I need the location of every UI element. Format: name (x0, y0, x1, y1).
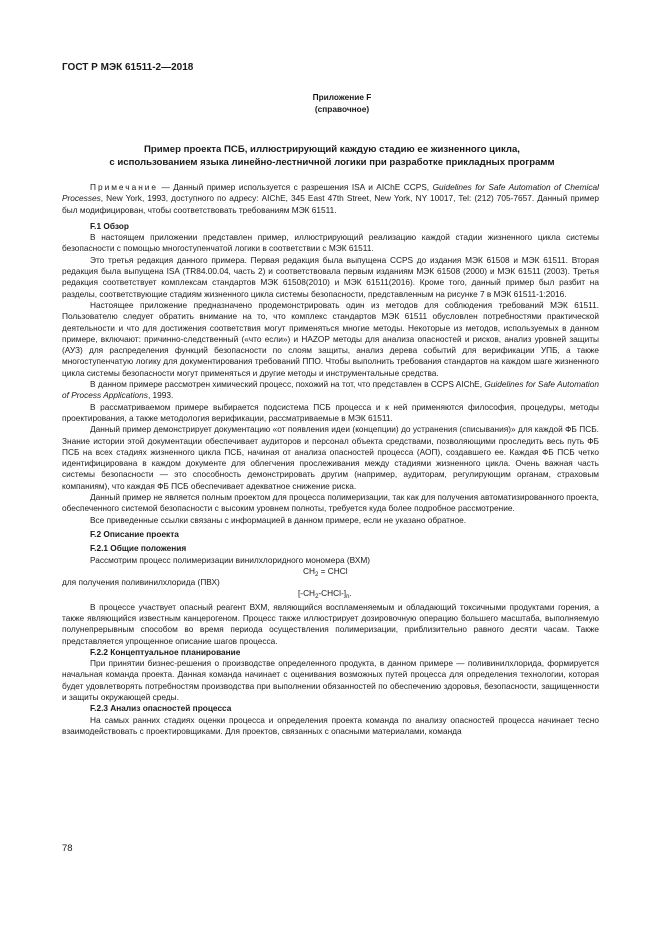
note-paragraph (62, 182, 599, 216)
paragraph: Рассмотрим процесс полимеризации винилхлоридного мономера (ВХМ) (90, 554, 371, 565)
paragraph (62, 379, 599, 402)
paragraph: В настоящем приложении представлен пример, иллюстрирующий реализацию каждой стадии жизненного цикла системы безопасности с помощью многоступенчатой логики в соответствии с МЭК 61511. (62, 232, 599, 254)
note-dash: — (158, 182, 174, 192)
annex-label (262, 92, 422, 115)
paragraph-text: В данном примере рассмотрен химический процесс, похожий на тот, что представлен в CCPS AIChE, (90, 379, 485, 390)
note-text-2: , New York, 1993, доступного по адресу: AIChE, 345 East 47th Street, New York, NY 10017, Tel: (212) 705-7657. Данный пример был модифицирован, чтобы соответствовать требованиям МЭК 61511. (62, 193, 599, 215)
annex-heading-line1: Пример проекта ПСБ, иллюстрирующий каждую стадию ее жизненного цикла, (144, 144, 520, 155)
section-heading-f22: F.2.2 Концептуальное планирование (90, 646, 241, 657)
formula-part: CH (303, 565, 315, 576)
page-number: 78 (62, 843, 73, 854)
formula-pvc (62, 588, 599, 599)
paragraph: Данный пример не является полным проектом для процесса полимеризации, так как для получения автоматизированного проекта, обеспеченного системой безопасности с высоким уровнем полноты, требуется куда более подробное рассмотрение. (62, 492, 599, 514)
section-heading-f2: F.2 Описание проекта (90, 528, 179, 539)
paragraph: Все приведенные ссылки связаны с информацией в данном примере, если не указано обратное. (90, 514, 467, 525)
formula-subscript: n (346, 594, 350, 601)
formula-subscript: 2 (315, 594, 319, 601)
annex-heading (62, 143, 602, 169)
annex-type: (справочное) (314, 103, 370, 114)
section-heading-f21: F.2.1 Общие положения (90, 543, 187, 554)
paragraph: В процессе участвует опасный реагент ВХМ, являющийся воспламеняемым и обладающий токсичными продуктами горения, а также являющийся известным канцерогеном. Процесс также иллюстрирует дозировочную операцию большего масштаба, выполняемую полунепрерывным способом во время периода осуществления полимеризации, приблизительно равного десяти часам. Также представляется упрощенное описание шагов процесса. (62, 601, 599, 646)
formula-part: = CHCl (318, 565, 348, 576)
italic-reference: Guidelines for Safe Automation of Process Applications (62, 379, 599, 401)
note-italic-title: Guidelines for Safe Automation of Chemical Processes (62, 182, 599, 204)
paragraph: В рассматриваемом примере выбирается подсистема ПСБ процесса и к ней применяются философия, процедуры, методы проектирования, а также методология верификации, рассматриваемые в МЭК 61511. (62, 401, 599, 423)
note-text-1: Данный пример используется с разрешения ISA и AIChE CCPS, (173, 182, 433, 192)
formula-vcm (62, 566, 599, 577)
paragraph: На самых ранних стадиях оценки процесса и определения проекта команда по анализу опасностей процесса начинает тесно взаимодействовать с проектировщиками. Для проектов, связанных с опасными материалами, команда (62, 714, 599, 736)
page-header: ГОСТ Р МЭК 61511-2—2018 (62, 62, 194, 73)
formula-subscript: 2 (314, 571, 319, 578)
formula-part: [-CH (298, 588, 316, 599)
note-label: Примечание (90, 182, 159, 192)
paragraph-text: , 1993. (147, 390, 174, 401)
body-text (62, 182, 599, 737)
formula-part: -CHCl-] (318, 588, 347, 599)
section-heading-f23: F.2.3 Анализ опасностей процесса (90, 703, 232, 714)
annex-heading-line2: с использованием языка линейно-лестничной логики при разработке прикладных программ (109, 157, 555, 168)
annex-title: Приложение F (312, 92, 372, 102)
paragraph: При принятии бизнес-решения о производстве определенного продукта, в данном примере — поливинилхлорида, формируется начальная команда проекта. Данная команда начинает с оценивания возможных путей процесса для определения технологии, которая будет удовлетворять потребностям производства при выполнении обязанностей по обеспечению здоровья, безопасности, защищенности и защиты окружающей среды. (62, 658, 599, 703)
section-heading-f1: F.1 Обзор (90, 220, 129, 231)
paragraph: для получения поливинилхлорида (ПВХ) (62, 577, 220, 588)
paragraph: Настоящее приложение предназначено продемонстрировать один из методов для соблюдения требований МЭК 61511. Пользователю следует обратить внимание на то, что комплекс стандартов МЭК 61511 обусловлен потребностями практической деятельности и что для достижения соответствия могут применяться многие методы. Некоторые из методов, используемых в данном примере, включают: причинно-следственный («что если») и HAZOP методы для анализа опасностей и рисков, анализ уровней защиты (АУЗ) для распределения функций безопасности по слоям защиты, анализ дерева событий для верификации УПБ, а также многоступенчатую логику для документирования требований ППО. Чтобы выполнить требования стандартов на каждом шаге жизненного цикла системы безопасности могут применяться и другие методы и инструментальные средства. (62, 299, 599, 378)
formula-part: . (349, 588, 352, 599)
paragraph: Это третья редакция данного примера. Первая редакция была выпущена CCPS до издания МЭК 61508 и МЭК 61511. Вторая редакция была выпущена ISA (TR84.00.04, часть 2) и соответствовала первым изданиям МЭК 61508 (2000) и МЭК 61511 (2003). Третья редакция соответствует комплексам стандартов МЭК 61508(2010) и МЭК 61511(2016). Кроме того, данный пример был разбит на разделы, соответствующие стадиям жизненного цикла системы безопасности, представленным на рисунке 7 в МЭК 61511-1:2016. (62, 254, 599, 299)
paragraph: Данный пример демонстрирует документацию «от появления идеи (концепции) до устранения (списывания)» для каждой ФБ ПСБ. Знание истории этой документации обеспечивает аудиторов и персонал объекта средствами, позволяющими проследить весь путь ФБ ПСБ на всех стадиях жизненного цикла ПСБ, начиная от анализа опасностей процесса (АОП), создавшего ее. Каждая ФБ ПСБ четко идентифицирована в каждом документе для облегчения прослеживания между стадиями жизненного цикла. Очень важная часть системы безопасности — это способность демонстрировать другим (например, аудиторам, регулирующим органам, страховым компаниям), что каждая ФБ ПСБ обеспечивает адекватное снижение риска. (62, 424, 599, 491)
